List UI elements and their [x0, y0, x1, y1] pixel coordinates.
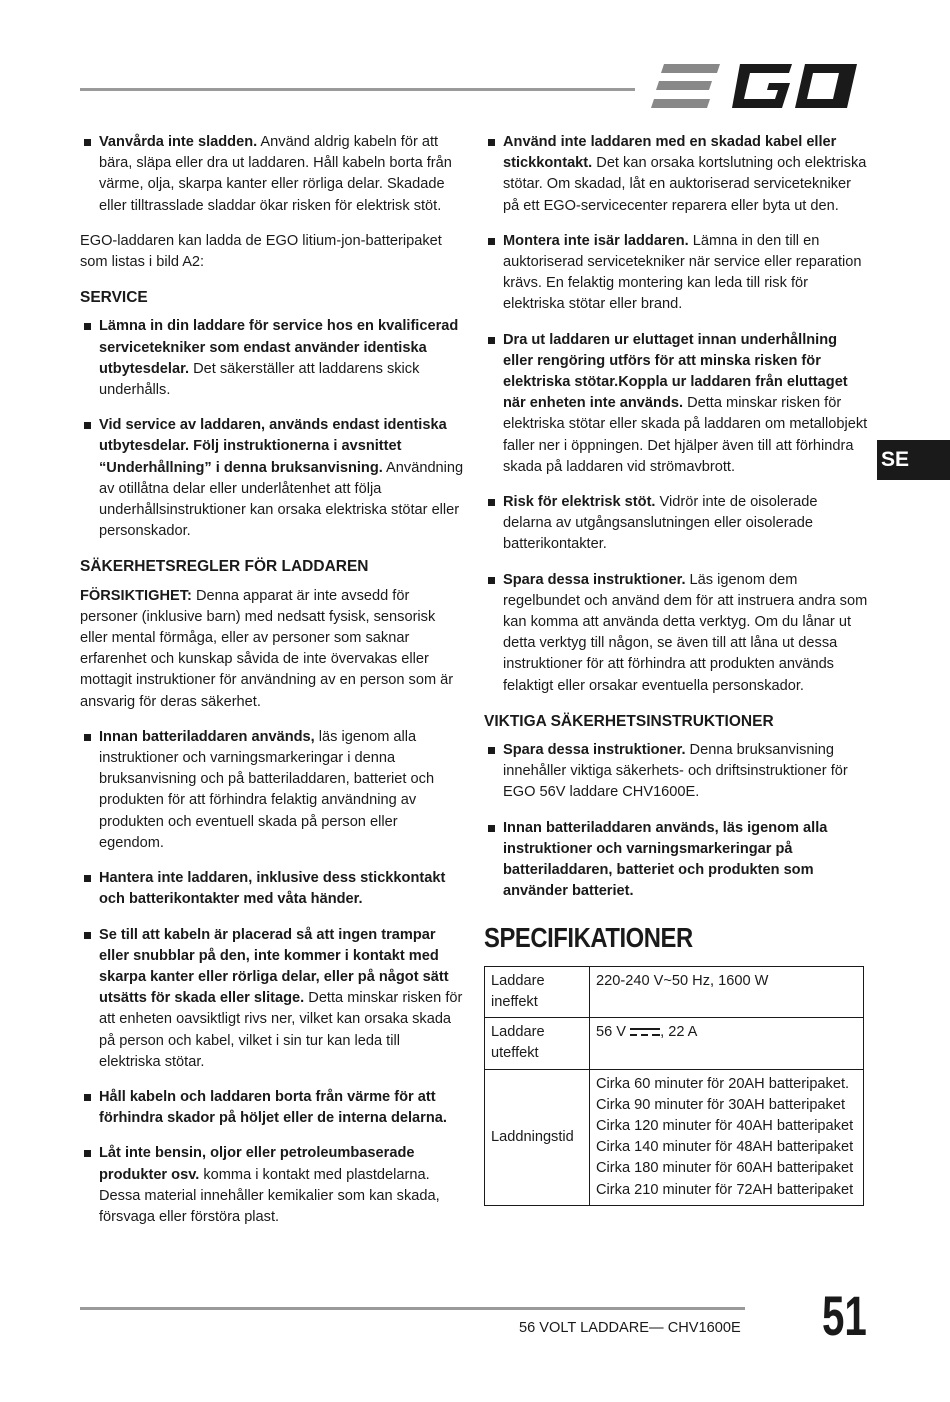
charge-time-line: Cirka 90 minuter för 30AH batteripaket: [596, 1096, 846, 1113]
page-number: 51: [822, 1284, 867, 1347]
spec-label: Laddare uteffekt: [485, 1018, 590, 1069]
caution-paragraph: FÖRSIKTIGHET: Denna apparat är inte avsedd för personer (inklusive barn) med nedsatt fysisk, sensorisk eller mental förmåga, eller av personer som saknar erfarenhet och kunskap såvida de inte övervakas eller mottagit instruktioner för användning av en person som är ansvarig för deras säkerhet.: [80, 587, 454, 710]
list-item: Hantera inte laddaren, inklusive dess stickkontakt och batterikontakter med våta händer.: [80, 868, 465, 910]
ego-logo: [650, 62, 862, 112]
list-item: Spara dessa instruktioner. Denna bruksanvisning innehåller viktiga säkerhets- och driftsinstruktioner för EGO 56V laddare CHV1600E.: [484, 740, 869, 804]
list-item: Lämna in din laddare för service hos en kvalificerad servicetekniker som endast använder identiska utbytesdelar. Det säkerställer att laddarens skick underhålls.: [80, 316, 465, 401]
list-item: Montera inte isär laddaren. Lämna in den till en auktoriserad servicetekniker när service eller reparation krävs. En felaktig montering kan leda till risk för elektriska stötar eller brand.: [484, 231, 869, 316]
list-item: Vid service av laddaren, används endast identiska utbytesdelar. Följ instruktionerna i avsnittet “Underhållning” i denna bruksanvisning. Användning av otillåtna delar eller underlåtenhet att följa underhållsinstruktioner kan orsaka elektriska stötar eller personskador.: [80, 415, 465, 542]
spec-value: 220-240 V~50 Hz, 1600 W: [590, 966, 864, 1017]
bullet-icon: [488, 499, 495, 506]
bullet-icon: [84, 1150, 91, 1157]
bullet-icon: [84, 875, 91, 882]
spec-value: 56 V , 22 A: [590, 1018, 864, 1069]
list-item: Innan batteriladdaren används, läs igenom alla instruktioner och varningsmarkeringar på batteriladdaren, batteriet och produkten som använder batteriet.: [484, 818, 869, 903]
bullet-icon: [84, 139, 91, 146]
header-rule: [80, 88, 635, 91]
dc-symbol-icon: [630, 1028, 660, 1037]
bullet-icon: [84, 323, 91, 330]
bullet-icon: [488, 577, 495, 584]
left-column: [80, 132, 465, 1242]
language-tab: SE: [877, 440, 950, 480]
bullet-icon: [488, 337, 495, 344]
bullet-icon: [84, 422, 91, 429]
spec-label: Laddare ineffekt: [485, 966, 590, 1017]
charge-time-line: Cirka 120 minuter för 40AH batteripaket: [596, 1117, 854, 1134]
bullet-icon: [488, 238, 495, 245]
table-row: [485, 1069, 864, 1205]
footer-rule: [80, 1307, 745, 1310]
bullet-icon: [84, 734, 91, 741]
list-item: Låt inte bensin, oljor eller petroleumbaserade produkter osv. komma i kontakt med plastdelarna. Dessa material innehåller kemikalier som kan skada, försvaga eller förstöra plast.: [80, 1143, 465, 1228]
list-item: Spara dessa instruktioner. Läs igenom dem regelbundet och använd dem för att instruera andra som kan komma att använda detta verktyg. Om du lånar ut detta verktyg till någon, se även till att låna ut dessa instruktioner för att förhindra att produkten används felaktigt eller orsakar eventuella personskador.: [484, 570, 869, 697]
spec-value: [590, 1069, 864, 1205]
spec-title: SPECIFIKATIONER: [484, 921, 693, 953]
right-column: [484, 132, 869, 1206]
charge-time-line: Cirka 210 minuter för 72AH batteripaket: [596, 1181, 854, 1198]
bullet-icon: [488, 825, 495, 832]
list-item: Innan batteriladdaren används, läs igenom alla instruktioner och varningsmarkeringar i denna bruksanvisning och på batteriladdaren, batteriet och produkten för att förhindra felaktig användning av produkten och eventuell skada på person eller egendom.: [80, 727, 465, 854]
spec-table: [484, 966, 864, 1206]
list-item: Vanvårda inte sladden. Använd aldrig kabeln för att bära, släpa eller dra ut laddaren. Håll kabeln borta från värme, olja, skarpa kanter eller rörliga delar. Skadade eller tilltrasslade sladdar ökar risken för elektrisk stöt.: [80, 132, 465, 217]
service-heading: SERVICE: [80, 289, 148, 307]
spec-label: Laddningstid: [485, 1069, 590, 1205]
list-item: Risk för elektrisk stöt. Vidrör inte de oisolerade delarna av utgångsanslutningen eller oisolerade batterikontakter.: [484, 492, 869, 556]
table-row: [485, 1018, 864, 1069]
footer-title: 56 VOLT LADDARE— CHV1600E: [519, 1320, 741, 1336]
important-heading: VIKTIGA SÄKERHETSINSTRUKTIONER: [484, 712, 774, 730]
list-item: Dra ut laddaren ur eluttaget innan underhållning eller rengöring utförs för att minska risken för elektriska stötar.Koppla ur laddaren från eluttaget när enheten inte används. Detta minskar risken för elektriska stötar eller skada på laddaren om metallobjekt faller ner i öppningen. Det hjälper även till att förhindra skada på laddaren vid strömavbrott.: [484, 330, 869, 478]
list-item: Se till att kabeln är placerad så att ingen trampar eller snubblar på den, inte kommer i kontakt med skarpa kanter eller rörliga delar, eller på något sätt utsätts för skada eller slitage. Detta minskar risken för att enheten oavsiktligt rivs ner, vilket kan orsaka skada på person och kabel, vilket i sin tur kan leda till elektriska stötar.: [80, 925, 465, 1073]
list-item: Använd inte laddaren med en skadad kabel eller stickkontakt. Det kan orsaka kortslutning och elektriska stötar. Om skadad, låt en auktoriserad servicetekniker på ett EGO-servicecenter reparera eller byta ut den.: [484, 132, 869, 217]
bullet-icon: [488, 139, 495, 146]
charge-time-line: Cirka 140 minuter för 48AH batteripaket: [596, 1139, 854, 1156]
bullet-icon: [488, 747, 495, 754]
bullet-icon: [84, 932, 91, 939]
intro-paragraph: EGO-laddaren kan ladda de EGO litium-jon-batteripaket som listas i bild A2:: [80, 232, 442, 271]
list-item: Håll kabeln och laddaren borta från värme för att förhindra skador på höljet eller de interna delarna.: [80, 1087, 465, 1129]
caution-label: FÖRSIKTIGHET:: [80, 587, 192, 604]
charge-time-line: Cirka 180 minuter för 60AH batteripaket: [596, 1160, 854, 1177]
table-row: [485, 966, 864, 1017]
bullet-icon: [84, 1094, 91, 1101]
safety-heading: SÄKERHETSREGLER FÖR LADDAREN: [80, 558, 369, 576]
charge-time-line: Cirka 60 minuter för 20AH batteripaket.: [596, 1075, 850, 1092]
